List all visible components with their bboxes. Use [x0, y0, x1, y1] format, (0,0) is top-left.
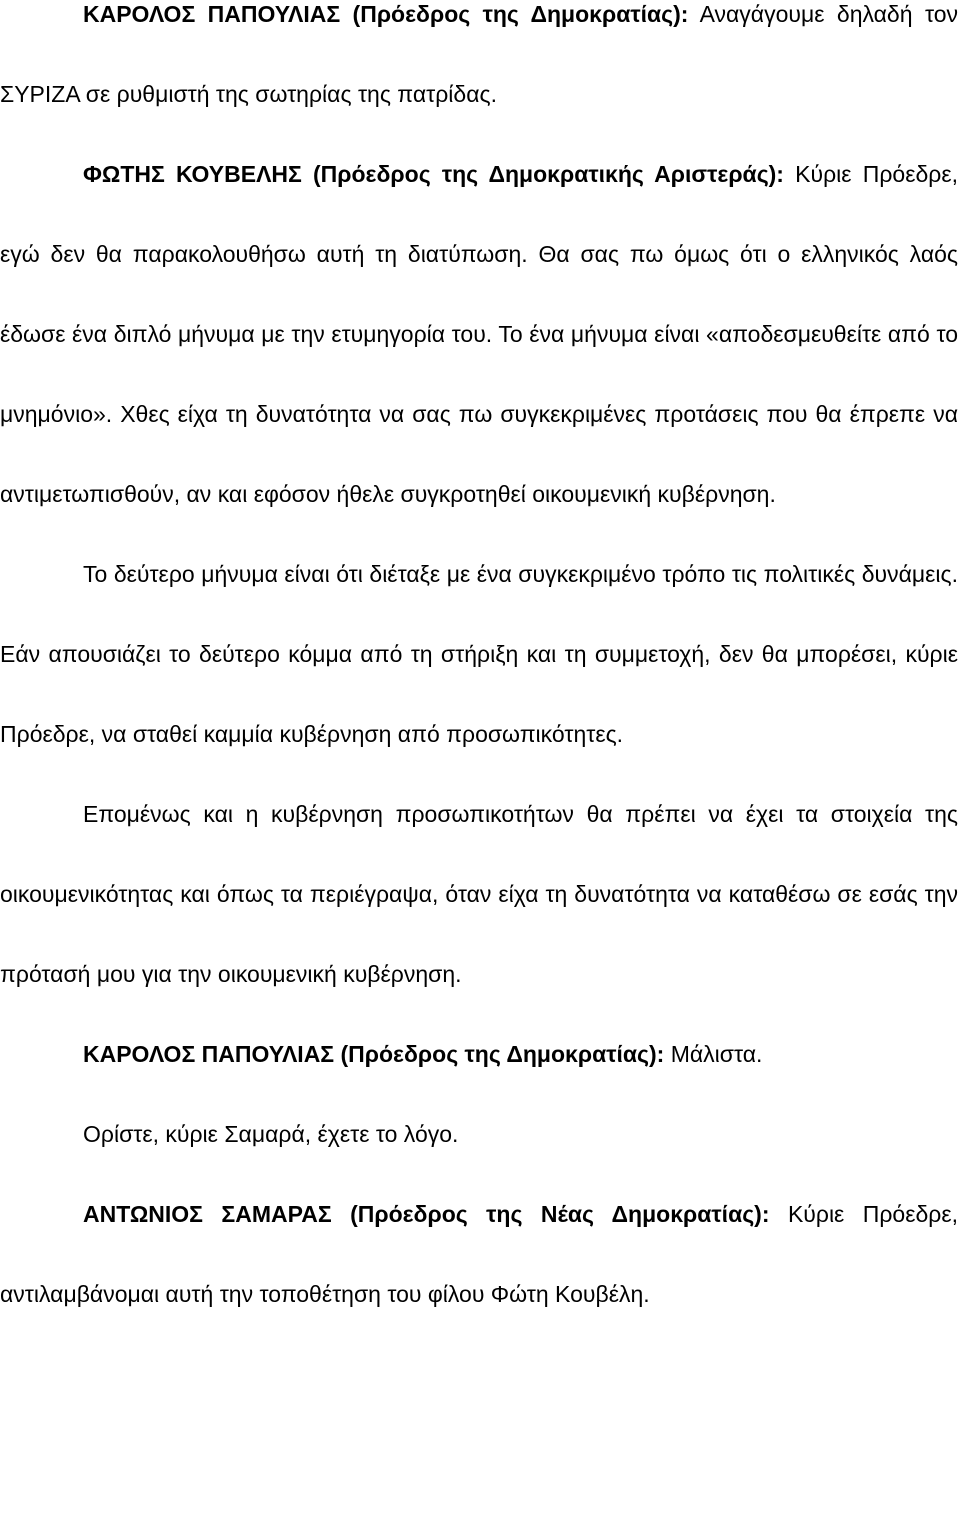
transcript-paragraph [0, 134, 958, 534]
paragraph-text: Μάλιστα. [670, 1041, 763, 1067]
paragraph-text: Το δεύτερο μήνυμα είναι ότι διέταξε με ένα συγκεκριμένο τρόπο τις πολιτικές δυνάμεις. Εάν απουσιάζει το δεύτερο κόμμα από τη στήριξη και τη συμμετοχή, δεν θα μπορέσει, κύριε Πρόεδρε, να σταθεί καμμία κυβέρνηση από προσωπικότητες. [0, 561, 958, 747]
paragraph-text: Κύριε Πρόεδρε, εγώ δεν θα παρακολουθήσω αυτή τη διατύπωση. Θα σας πω όμως ότι ο ελληνικός λαός έδωσε ένα διπλό μήνυμα με την ετυμηγορία του. Το ένα μήνυμα είναι «αποδεσμευθείτε από το μνημόνιο». Χθες είχα τη δυνατότητα να σας πω συγκεκριμένες προτάσεις που θα έπρεπε να αντιμετωπισθούν, αν και εφόσον ήθελε συγκροτηθεί οικουμενική κυβέρνηση. [0, 161, 958, 507]
transcript-paragraph [0, 1014, 958, 1094]
speaker-name: ΚΑΡΟΛΟΣ ΠΑΠΟΥΛΙΑΣ (Πρόεδρος της Δημοκρατίας): [83, 1041, 665, 1067]
transcript-paragraph [0, 534, 958, 774]
paragraph-text: Κύριε Πρόεδρε, αντιλαμβάνομαι αυτή την τοποθέτηση του φίλου Φώτη Κουβέλη. [0, 1201, 959, 1307]
transcript-paragraph [0, 1094, 958, 1174]
paragraph-text: Αναγάγουμε δηλαδή τον ΣΥΡΙΖΑ σε ρυθμιστή της σωτηρίας της πατρίδας. [0, 1, 958, 107]
paragraph-text: Επομένως και η κυβέρνηση προσωπικοτήτων θα πρέπει να έχει τα στοιχεία της οικουμενικότητας και όπως τα περιέγραψα, όταν είχα τη δυνατότητα να καταθέσω σε εσάς την πρότασή μου για την οικουμενική κυβέρνηση. [0, 801, 958, 987]
transcript-paragraph [0, 1174, 958, 1334]
speaker-name: ΑΝΤΩΝΙΟΣ ΣΑΜΑΡΑΣ (Πρόεδρος της Νέας Δημοκρατίας): [83, 1201, 770, 1227]
transcript-paragraph [0, 774, 958, 1014]
transcript-paragraph [0, 0, 958, 134]
speaker-name: ΚΑΡΟΛΟΣ ΠΑΠΟΥΛΙΑΣ (Πρόεδρος της Δημοκρατίας): [83, 1, 689, 27]
speaker-name: ΦΩΤΗΣ ΚΟΥΒΕΛΗΣ (Πρόεδρος της Δημοκρατικής Αριστεράς): [83, 161, 784, 187]
paragraph-text: Ορίστε, κύριε Σαμαρά, έχετε το λόγο. [83, 1121, 459, 1147]
